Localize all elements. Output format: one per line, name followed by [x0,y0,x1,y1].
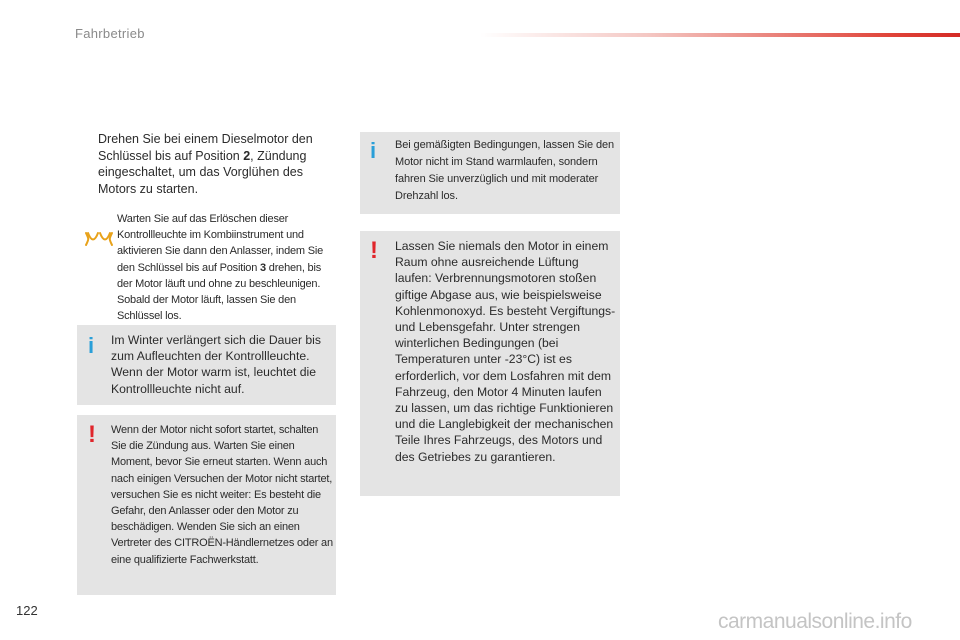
danger-warning-box [360,231,620,496]
danger-warning-text: Lassen Sie niemals den Motor in einem Raum ohne ausreichende Lüftung laufen: Verbrennungsmotoren stoßen giftige Abgase aus, wie beispielsweise Kohlenmonoxyd. Es besteht Vergiftungs- und Lebensgefahr. Unter strengen winterlichen Bedingungen (bei Temperaturen unter -23°C) ist es erforderlich, vor dem Losfahren mit dem Fahrzeug, den Motor 4 Minuten laufen zu lassen, um das richtige Funktionieren und die Langlebigkeit der mechanischen Teile Ihres Fahrzeugs, des Motors und des Getriebes zu garantieren. [395,239,616,464]
no-start-warning-box [77,415,336,595]
info-icon: i [370,138,377,163]
winter-info-box [77,325,336,405]
step-position: 2 [243,148,251,163]
glow-plug-position: 3 [260,261,266,274]
header-accent-bar [480,33,960,37]
instruction-step [78,131,328,197]
info-icon: i [88,333,95,358]
section-title: Fahrbetrieb [75,26,145,41]
warning-icon: ! [370,237,378,264]
no-start-warning-text: Wenn der Motor nicht sofort startet, schalten Sie die Zündung aus. Warten Sie einen Moment, bevor Sie erneut starten. Wenn auch nach einigen Versuchen der Motor nicht startet, versuchen Sie es nicht weiter: Es besteht die Gefahr, den Anlasser oder den Motor zu beschädigen. Wenden Sie sich an einen Vertreter des CITROËN-Händlernetzes oder an eine qualifizierte Fachwerkstatt. [111,424,333,566]
glow-plug-text [117,211,336,324]
winter-info-text: Im Winter verlängert sich die Dauer bis zum Aufleuchten der Kontrollleuchte. Wenn der Motor warm ist, leuchtet die Kontrollleuchte nicht auf. [111,333,321,396]
step-text [98,131,328,197]
watermark: carmanualsonline.info [718,610,912,633]
moderate-info-text: Bei gemäßigten Bedingungen, lassen Sie den Motor nicht im Stand warmlaufen, sondern fahren Sie unverzüglich und mit moderater Drehzahl los. [395,139,615,202]
moderate-info-box [360,132,620,214]
glow-plug-text-after: drehen, bis der Motor läuft und ohne zu beschleunigen. Sobald der Motor läuft, lassen Sie den Schlüssel los. [117,261,322,323]
step-text-before: Drehen Sie bei einem Dieselmotor den Schlüssel bis auf Position [98,132,313,163]
glow-plug-text-before: Warten Sie auf das Erlöschen dieser Kontrollleuchte im Kombiinstrument und aktivieren Sie dann den Anlasser, indem Sie den Schlüssel bis auf Position [117,213,324,274]
warning-icon: ! [88,421,96,448]
step-text-after: , Zündung eingeschaltet, um das Vorglühen des Motors zu starten. [98,148,307,196]
glow-plug-icon [84,230,114,248]
glow-plug-note [78,211,336,324]
page-number: 122 [16,603,38,618]
